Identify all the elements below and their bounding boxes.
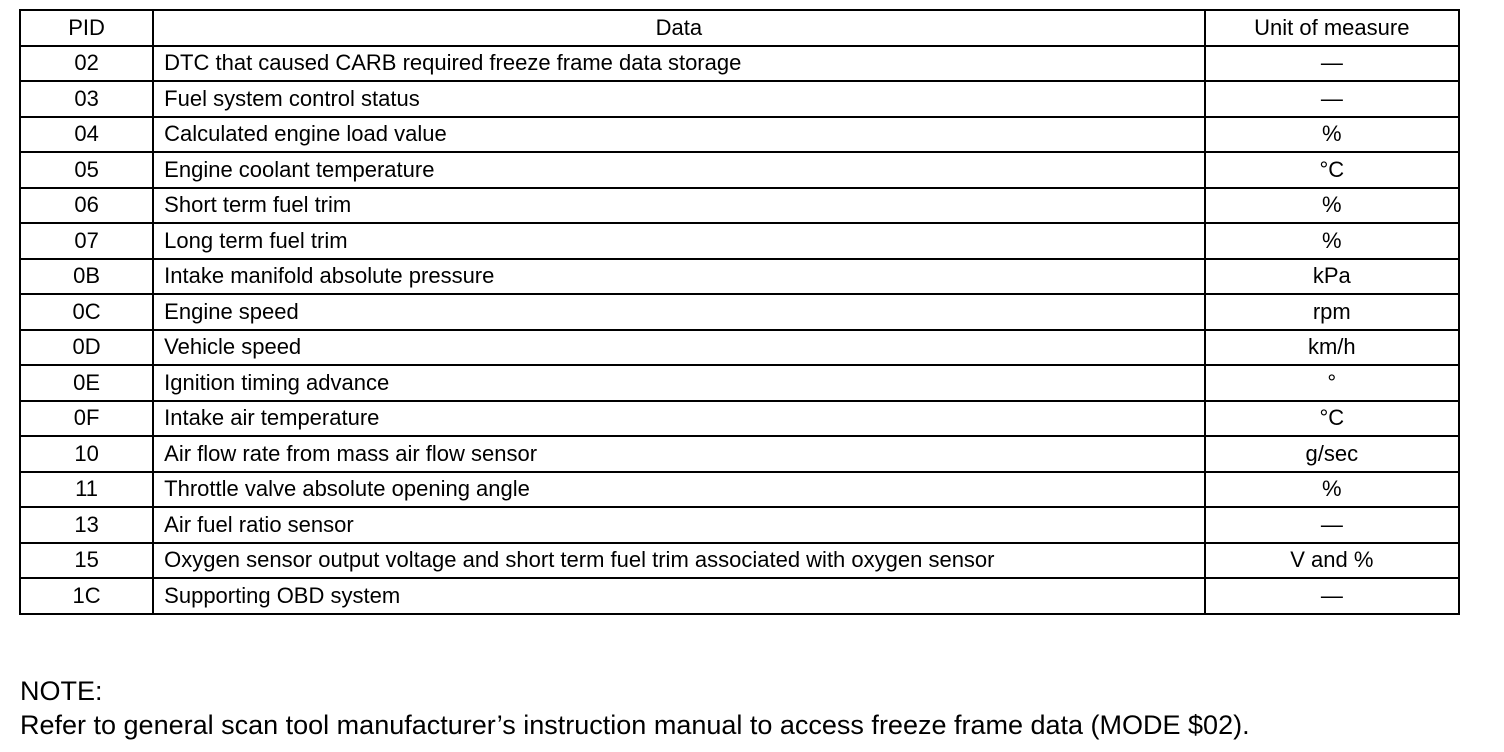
cell-unit: % <box>1205 117 1459 153</box>
cell-unit: — <box>1205 46 1459 82</box>
table-row <box>20 223 1459 259</box>
table-row <box>20 543 1459 579</box>
header-data: Data <box>153 10 1204 46</box>
cell-data: Engine speed <box>153 294 1204 330</box>
header-unit: Unit of measure <box>1205 10 1459 46</box>
cell-data: Ignition timing advance <box>153 365 1204 401</box>
cell-unit: °C <box>1205 401 1459 437</box>
cell-pid: 06 <box>20 188 153 224</box>
cell-unit: km/h <box>1205 330 1459 366</box>
note-text: Refer to general scan tool manufacturer’s instruction manual to access freeze frame data (MODE $02). <box>20 710 1250 740</box>
table-row <box>20 188 1459 224</box>
cell-pid: 0D <box>20 330 153 366</box>
cell-data: Throttle valve absolute opening angle <box>153 472 1204 508</box>
cell-pid: 10 <box>20 436 153 472</box>
cell-data: Vehicle speed <box>153 330 1204 366</box>
cell-data: Air flow rate from mass air flow sensor <box>153 436 1204 472</box>
table-header-row <box>20 10 1459 46</box>
cell-data: DTC that caused CARB required freeze frame data storage <box>153 46 1204 82</box>
cell-data: Engine coolant temperature <box>153 152 1204 188</box>
cell-unit: rpm <box>1205 294 1459 330</box>
table-body <box>20 46 1459 614</box>
cell-unit: ° <box>1205 365 1459 401</box>
cell-data: Air fuel ratio sensor <box>153 507 1204 543</box>
cell-unit: kPa <box>1205 259 1459 295</box>
cell-data: Short term fuel trim <box>153 188 1204 224</box>
cell-pid: 03 <box>20 81 153 117</box>
cell-unit: % <box>1205 472 1459 508</box>
table-row <box>20 507 1459 543</box>
cell-unit: % <box>1205 223 1459 259</box>
header-pid: PID <box>20 10 153 46</box>
table-row <box>20 436 1459 472</box>
table-row <box>20 294 1459 330</box>
cell-pid: 11 <box>20 472 153 508</box>
cell-data: Oxygen sensor output voltage and short term fuel trim associated with oxygen sensor <box>153 543 1204 579</box>
cell-pid: 04 <box>20 117 153 153</box>
cell-pid: 07 <box>20 223 153 259</box>
cell-pid: 02 <box>20 46 153 82</box>
cell-unit: — <box>1205 507 1459 543</box>
cell-data: Intake air temperature <box>153 401 1204 437</box>
cell-unit: g/sec <box>1205 436 1459 472</box>
table-row <box>20 401 1459 437</box>
cell-unit: — <box>1205 81 1459 117</box>
cell-pid: 0C <box>20 294 153 330</box>
cell-pid: 15 <box>20 543 153 579</box>
table-row <box>20 578 1459 614</box>
cell-pid: 0F <box>20 401 153 437</box>
table-row <box>20 330 1459 366</box>
cell-unit: — <box>1205 578 1459 614</box>
cell-unit: V and % <box>1205 543 1459 579</box>
table-row <box>20 365 1459 401</box>
cell-unit: °C <box>1205 152 1459 188</box>
table-row <box>20 81 1459 117</box>
table-row <box>20 259 1459 295</box>
cell-pid: 0B <box>20 259 153 295</box>
cell-data: Supporting OBD system <box>153 578 1204 614</box>
cell-data: Calculated engine load value <box>153 117 1204 153</box>
cell-data: Intake manifold absolute pressure <box>153 259 1204 295</box>
cell-data: Fuel system control status <box>153 81 1204 117</box>
freeze-frame-pid-table <box>19 9 1460 615</box>
table-row <box>20 472 1459 508</box>
table-row <box>20 46 1459 82</box>
cell-pid: 13 <box>20 507 153 543</box>
cell-data: Long term fuel trim <box>153 223 1204 259</box>
table-row <box>20 117 1459 153</box>
note-heading: NOTE: <box>20 676 103 706</box>
table-row <box>20 152 1459 188</box>
cell-pid: 1C <box>20 578 153 614</box>
table-header <box>20 10 1459 46</box>
cell-pid: 0E <box>20 365 153 401</box>
note-block <box>20 674 1250 742</box>
cell-unit: % <box>1205 188 1459 224</box>
cell-pid: 05 <box>20 152 153 188</box>
